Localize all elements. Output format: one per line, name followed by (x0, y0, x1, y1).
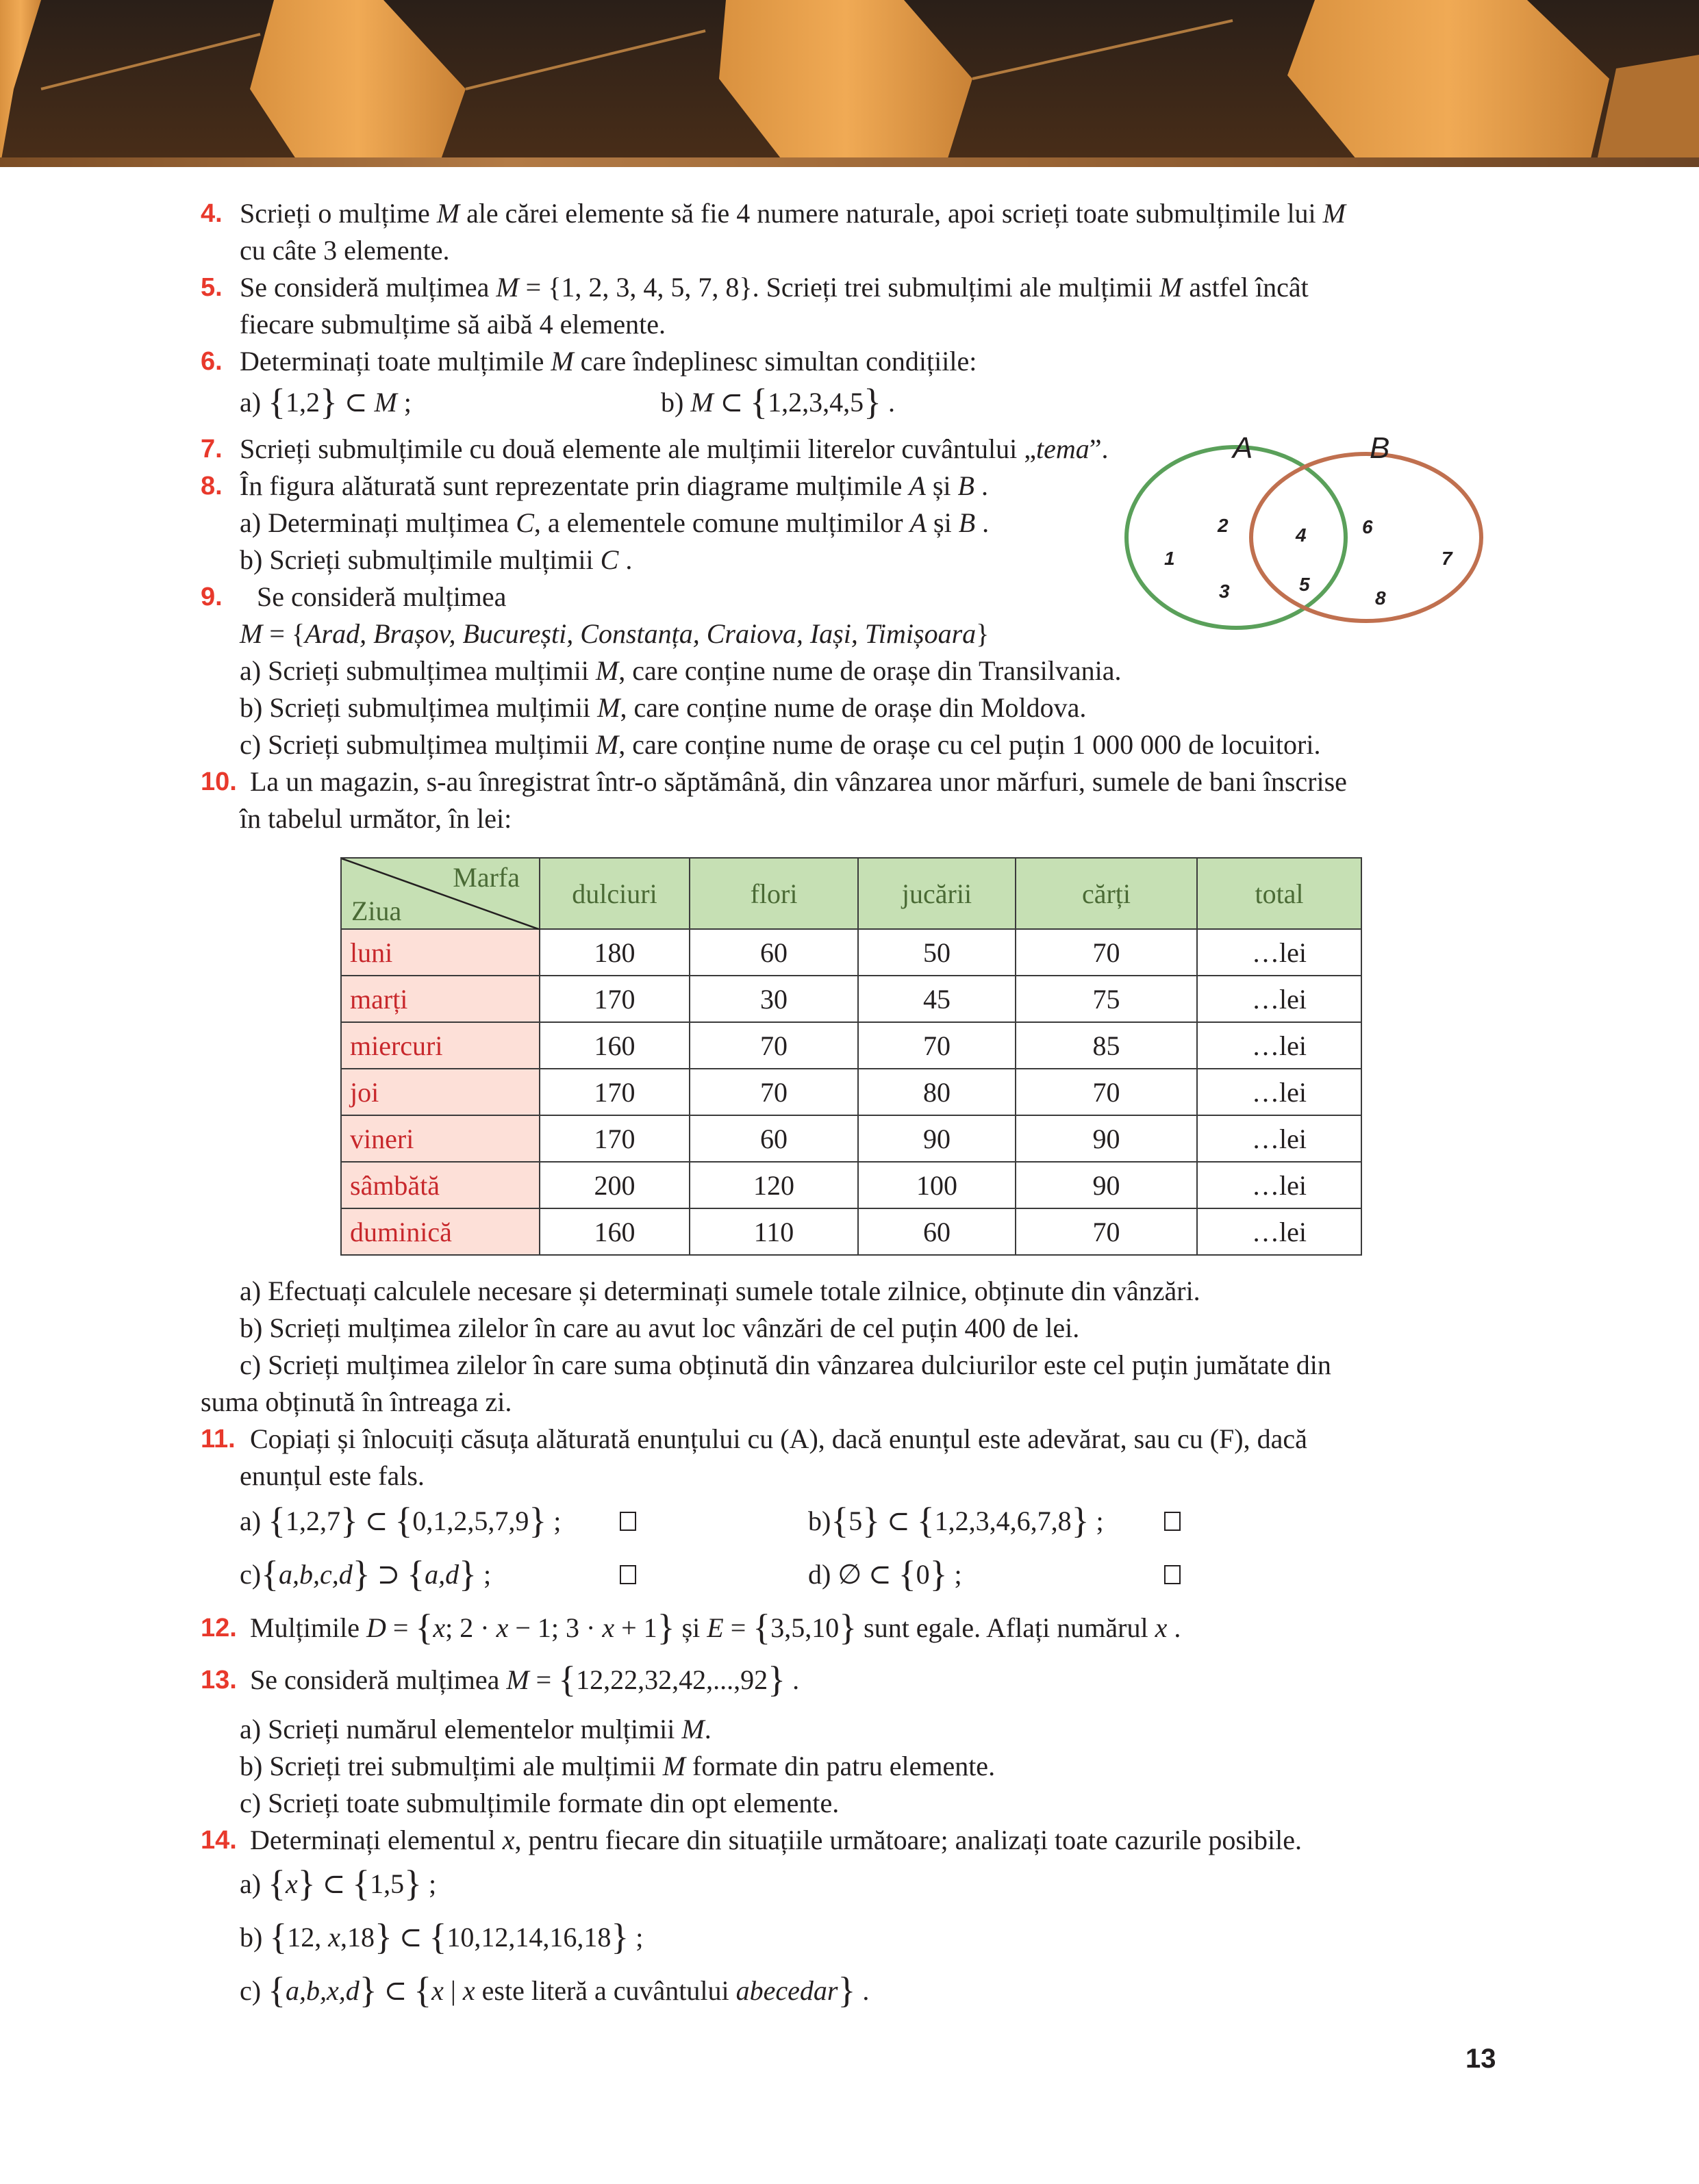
subitem-c: c) Scrieți mulțimea zilelor în care suma obținută din vânzarea dulciurilor este cel puțin jumătate din (240, 1349, 1331, 1380)
subitem-a: a) Scrieți numărul elementelor mulțimii M. (240, 1714, 712, 1744)
total-cell: …lei (1197, 929, 1361, 976)
exercise-text: Determinați elementul x, pentru fiecare din situațiile următoare; analizați toate cazurile posibile. (250, 1825, 1302, 1855)
corner-header-cell (341, 858, 540, 929)
exercise-text: Copiați și înlocuiți căsuța alăturată enunțului cu (A), dacă enunțul este adevărat, sau cu (F), dacă (250, 1423, 1307, 1454)
venn-element: 3 (1219, 581, 1230, 602)
exercise-text: enunțul este fals. (240, 1460, 425, 1491)
venn-element: 4 (1296, 524, 1307, 546)
exercise-number: 10. (201, 767, 237, 796)
answer-checkbox[interactable] (620, 1565, 636, 1584)
subitem-b: b){5} ⊂ {1,2,3,4,6,7,8} ; (808, 1500, 1104, 1541)
exercise-text: În figura alăturată sunt reprezentate prin diagrame mulțimile A și B . (240, 470, 988, 501)
subitem-c: c) {a,b,x,d} ⊂ {x | x este literă a cuvântului abecedar} . (240, 1970, 870, 2011)
venn-element: 1 (1164, 548, 1175, 569)
column-header: jucării (858, 858, 1016, 929)
table-row (341, 929, 1361, 976)
table-row (341, 1115, 1361, 1162)
table-row (341, 1022, 1361, 1069)
subitem-c: c){a,b,c,d} ⊃ {a,d} ; (240, 1553, 492, 1595)
total-cell: …lei (1197, 1115, 1361, 1162)
exercise-text: în tabelul următor, în lei: (240, 803, 512, 834)
subitem-a: a) Efectuați calculele necesare și determinați sumele totale zilnice, obținute din vânzări. (240, 1275, 1200, 1306)
table-header-row (341, 858, 1361, 929)
subitem-a: a) Scrieți submulțimea mulțimii M, care conține nume de orașe din Transilvania. (240, 655, 1122, 686)
day-cell: marți (341, 976, 540, 1022)
venn-element: 2 (1218, 515, 1229, 536)
subitem-a: a) {1,2} ⊂ M ; (240, 381, 412, 422)
value-cell: 70 (858, 1022, 1016, 1069)
exercise-text: cu câte 3 elemente. (240, 235, 450, 266)
day-cell: sâmbătă (341, 1162, 540, 1208)
exercise-text: fiecare submulțime să aibă 4 elemente. (240, 309, 666, 340)
value-cell: 160 (540, 1022, 690, 1069)
header-bronze-strip (0, 157, 1699, 167)
value-cell: 70 (690, 1069, 858, 1115)
value-cell: 50 (858, 929, 1016, 976)
exercise-number: 12. (201, 1614, 237, 1642)
column-header: dulciuri (540, 858, 690, 929)
exercise-text: Scrieți o mulțime M ale cărei elemente să fie 4 numere naturale, apoi scrieți toate submulțimile lui M (240, 198, 1346, 229)
total-cell: …lei (1197, 1162, 1361, 1208)
subitem-c-cont: suma obținută în întreaga zi. (201, 1386, 512, 1417)
column-header: cărți (1016, 858, 1197, 929)
venn-element: 6 (1362, 516, 1373, 537)
subitem-a: a) {1,2,7} ⊂ {0,1,2,5,7,9} ; (240, 1500, 562, 1541)
exercise-number: 14. (201, 1826, 237, 1855)
value-cell: 45 (858, 976, 1016, 1022)
subitem-b: b) M ⊂ {1,2,3,4,5} . (661, 381, 896, 422)
value-cell: 85 (1016, 1022, 1197, 1069)
value-cell: 170 (540, 1115, 690, 1162)
value-cell: 200 (540, 1162, 690, 1208)
set-a-circle (1127, 447, 1346, 628)
total-cell: …lei (1197, 1022, 1361, 1069)
subitem-a: a) {x} ⊂ {1,5} ; (240, 1863, 437, 1904)
value-cell: 90 (1016, 1162, 1197, 1208)
subitem-b: b) Scrieți mulțimea zilelor în care au avut loc vânzări de cel puțin 400 de lei. (240, 1312, 1080, 1343)
day-cell: duminică (341, 1208, 540, 1255)
subitem-a: a) Determinați mulțimea C, a elementele comune mulțimilor A și B . (240, 507, 990, 538)
exercise-number: 4. (201, 199, 223, 228)
value-cell: 90 (858, 1115, 1016, 1162)
table-row (341, 1208, 1361, 1255)
value-cell: 30 (690, 976, 858, 1022)
exercise-text: Se consideră mulțimea M = {12,22,32,42,...,92} . (250, 1659, 800, 1700)
table-row (341, 1069, 1361, 1115)
bronze-prisms-image (0, 0, 1699, 167)
day-cell: miercuri (341, 1022, 540, 1069)
subitem-c: c) Scrieți toate submulțimile formate din opt elemente. (240, 1788, 840, 1818)
table-row (341, 976, 1361, 1022)
value-cell: 170 (540, 1069, 690, 1115)
answer-checkbox[interactable] (620, 1512, 636, 1531)
exercise-number: 11. (201, 1425, 236, 1453)
subitem-b: b) Scrieți trei submulțimi ale mulțimii M formate din patru elemente. (240, 1751, 996, 1781)
subitem-b: b) Scrieți submulțimea mulțimii M, care conține nume de orașe din Moldova. (240, 692, 1087, 723)
value-cell: 70 (1016, 1208, 1197, 1255)
decorative-header-banner (0, 0, 1699, 167)
total-cell: …lei (1197, 1069, 1361, 1115)
day-cell: joi (341, 1069, 540, 1115)
value-cell: 120 (690, 1162, 858, 1208)
subitem-b: b) {12, x,18} ⊂ {10,12,14,16,18} ; (240, 1916, 644, 1957)
exercise-text: Determinați toate mulțimile M care îndeplinesc simultan condițiile: (240, 346, 977, 377)
exercise-number: 13. (201, 1666, 237, 1694)
set-b-label: B (1370, 431, 1390, 465)
subitem-b: b) Scrieți submulțimile mulțimii C . (240, 544, 633, 575)
sales-table (340, 857, 1362, 1256)
day-cell: luni (341, 929, 540, 976)
value-cell: 180 (540, 929, 690, 976)
value-cell: 60 (690, 1115, 858, 1162)
value-cell: 80 (858, 1069, 1016, 1115)
exercise-text: Se consideră mulțimea (257, 581, 507, 612)
exercise-text: La un magazin, s-au înregistrat într-o săptămână, din vânzarea unor mărfuri, sumele de bani înscrise (250, 766, 1347, 797)
answer-checkbox[interactable] (1164, 1512, 1181, 1531)
subitem-d: d) ∅ ⊂ {0} ; (808, 1553, 962, 1595)
value-cell: 110 (690, 1208, 858, 1255)
exercise-text: Scrieți submulțimile cu două elemente ale mulțimii literelor cuvântului „tema”. (240, 433, 1109, 464)
table-row (341, 1162, 1361, 1208)
value-cell: 160 (540, 1208, 690, 1255)
value-cell: 100 (858, 1162, 1016, 1208)
exercise-text: Mulțimile D = {x; 2 · x − 1; 3 · x + 1} și E = {3,5,10} sunt egale. Aflați numărul x . (250, 1607, 1181, 1648)
exercise-number: 6. (201, 347, 223, 376)
venn-element: 8 (1375, 587, 1386, 609)
venn-diagram (1123, 431, 1507, 657)
value-cell: 170 (540, 976, 690, 1022)
exercise-text: Se consideră mulțimea M = {1, 2, 3, 4, 5, 7, 8}. Scrieți trei submulțimi ale mulțimii M astfel încât (240, 272, 1309, 303)
value-cell: 60 (858, 1208, 1016, 1255)
set-definition: M = {Arad, Brașov, București, Constanța, Craiova, Iași, Timișoara} (240, 618, 990, 649)
subitem-c: c) Scrieți submulțimea mulțimii M, care conține nume de orașe cu cel puțin 1 000 000 de locuitori. (240, 729, 1321, 760)
value-cell: 70 (690, 1022, 858, 1069)
total-cell: …lei (1197, 1208, 1361, 1255)
exercise-number: 5. (201, 273, 223, 302)
column-axis-label: Marfa (453, 862, 520, 893)
page-number: 13 (1465, 2044, 1496, 2074)
exercise-number: 9. (201, 583, 223, 611)
venn-element: 7 (1442, 548, 1452, 569)
set-a-label: A (1233, 431, 1253, 465)
value-cell: 70 (1016, 929, 1197, 976)
total-cell: …lei (1197, 976, 1361, 1022)
value-cell: 90 (1016, 1115, 1197, 1162)
column-header: total (1197, 858, 1361, 929)
value-cell: 75 (1016, 976, 1197, 1022)
venn-element: 5 (1299, 574, 1310, 595)
exercise-number: 8. (201, 472, 223, 500)
answer-checkbox[interactable] (1164, 1565, 1181, 1584)
exercise-number: 7. (201, 435, 223, 464)
value-cell: 60 (690, 929, 858, 976)
row-axis-label: Ziua (351, 896, 402, 926)
column-header: flori (690, 858, 858, 929)
value-cell: 70 (1016, 1069, 1197, 1115)
day-cell: vineri (341, 1115, 540, 1162)
